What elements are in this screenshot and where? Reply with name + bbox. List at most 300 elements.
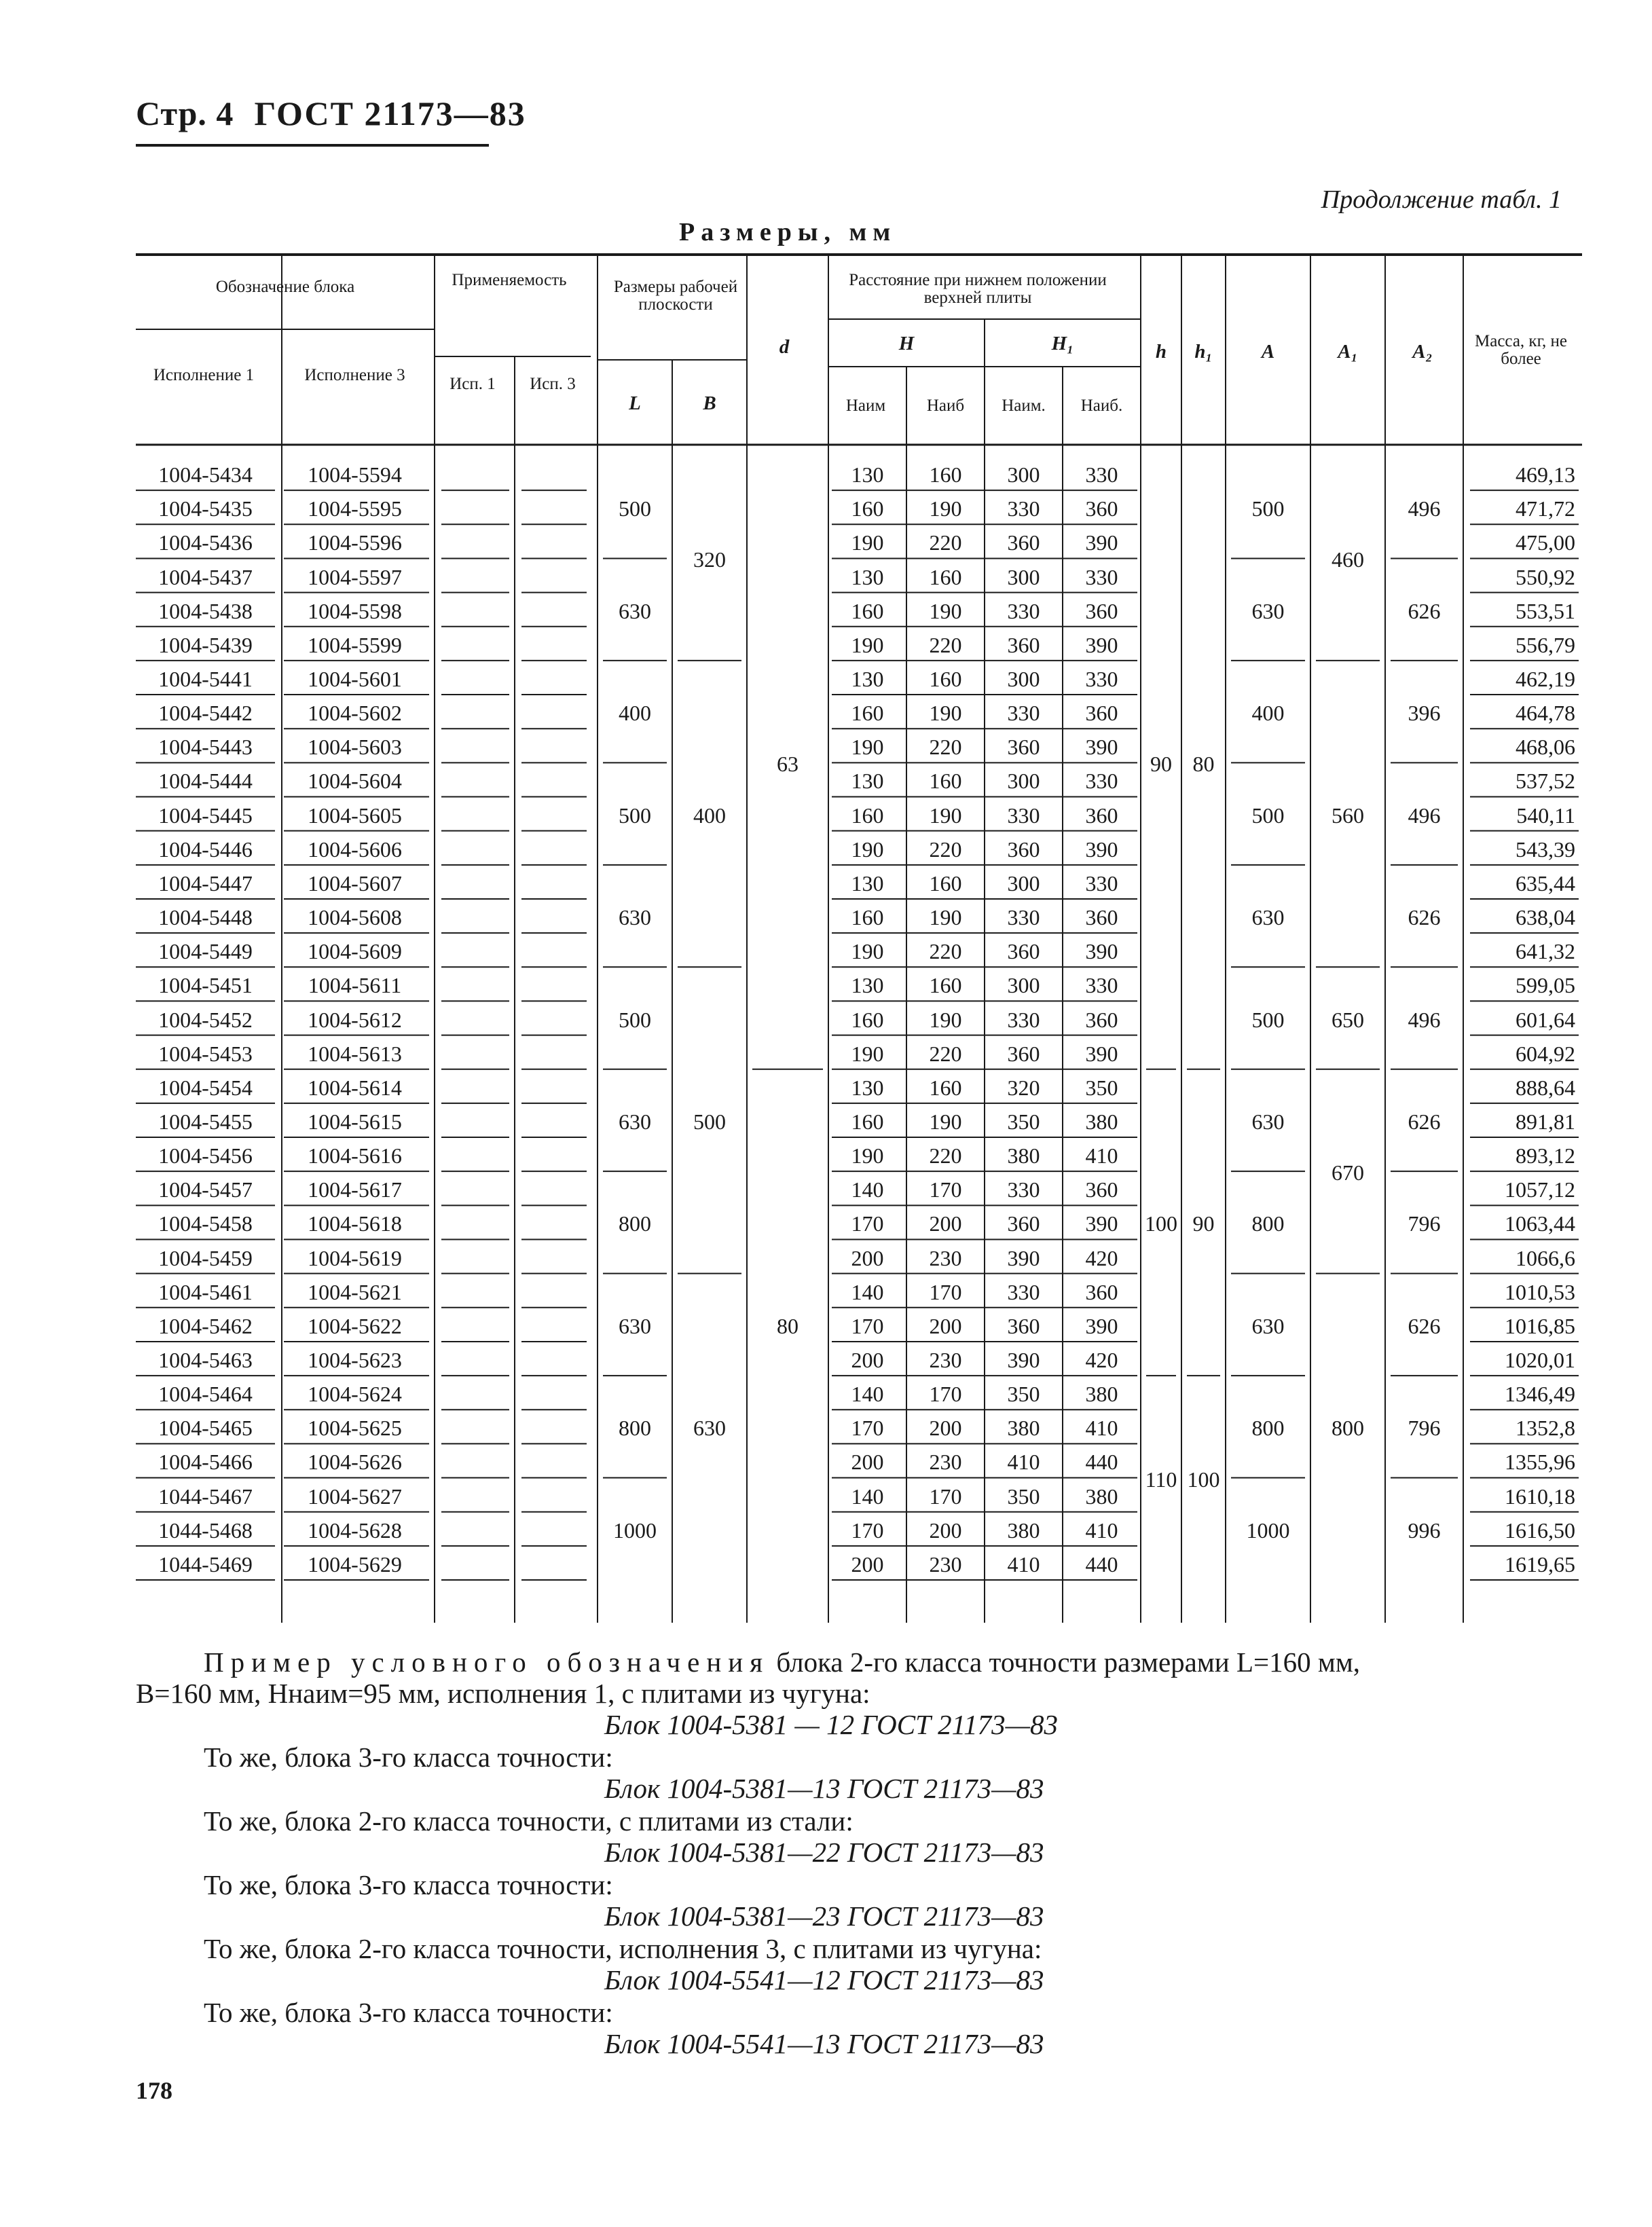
cell-A: 630 [1251,598,1285,623]
cell-version1: 1004-5446 [158,836,253,862]
cell-h1-min: 300 [1007,564,1040,589]
cell-A2: 626 [1408,905,1441,930]
cell-version1: 1004-5464 [158,1382,253,1407]
cell-mass: 1616,50 [1505,1517,1575,1543]
cell-version1: 1004-5454 [158,1075,253,1100]
cell-h-max: 220 [929,939,962,964]
cell-h1-min: 330 [1007,1279,1040,1304]
cell-version1: 1004-5453 [158,1041,253,1066]
header-A: A [1261,341,1275,363]
cell-version3: 1004-5596 [308,530,402,555]
cell-h1-max: 360 [1085,803,1118,828]
cell-version1: 1004-5459 [158,1245,253,1270]
cell-mass: 891,81 [1516,1109,1575,1134]
cell-h-max: 190 [929,905,962,930]
example-intro-line2: B=160 мм, Hнаим=95 мм, исполнения 1, с плитами из чугуна: [136,1678,870,1709]
cell-h-min: 190 [851,1041,884,1066]
cell-h1-max: 420 [1085,1245,1118,1270]
cell-h1-max: 380 [1085,1109,1118,1134]
cell-h1-min: 330 [1007,701,1040,726]
cell-h1-max: 330 [1085,870,1118,896]
cell-mass: 1010,53 [1505,1279,1575,1304]
cell-mass: 464,78 [1516,701,1575,726]
cell-h1-min: 350 [1007,1109,1040,1134]
cell-version1: 1004-5436 [158,530,253,555]
cell-h-max: 160 [929,870,962,896]
cell-h1-min: 410 [1007,1551,1040,1577]
cell-h-min: 170 [851,1416,884,1441]
cell-A: 1000 [1246,1517,1290,1543]
cell-version3: 1004-5613 [308,1041,402,1066]
cell-B: 400 [693,803,726,828]
cell-A: 800 [1251,1211,1285,1236]
cell-version1: 1004-5442 [158,701,253,726]
cell-h1-max: 390 [1085,939,1118,964]
cell-version3: 1004-5614 [308,1075,402,1100]
cell-h-max: 160 [929,973,962,998]
cell-h1-max: 380 [1085,1382,1118,1407]
cell-h1-max: 330 [1085,973,1118,998]
header-d: d [779,336,790,358]
cell-A2: 626 [1408,598,1441,623]
cell-h1-max: 410 [1085,1416,1118,1441]
example-intro-lead: Пример условного обозначения [204,1646,770,1678]
header-h1-max: Наиб. [1080,397,1123,415]
cell-h1-max: 390 [1085,1211,1118,1236]
example-intro-rest: блока 2-го класса точности размерами L=160 мм, [776,1646,1361,1678]
cell-B: 630 [693,1416,726,1441]
example-1: Блок 1004-5381 — 12 ГОСТ 21173—83 [604,1709,1059,1740]
cell-mass: 1057,12 [1505,1177,1575,1202]
cell-A2: 396 [1408,701,1441,726]
cell-h1-max: 360 [1085,1279,1118,1304]
header-applicability: Применяемость [452,271,567,289]
cell-h-max: 200 [929,1517,962,1543]
cell-h1-min: 390 [1007,1245,1040,1270]
cell-h1-min: 360 [1007,1041,1040,1066]
cell-h1-max: 410 [1085,1517,1118,1543]
cell-h1-min: 300 [1007,973,1040,998]
cell-h-max: 160 [929,769,962,794]
cell-h1-min: 330 [1007,598,1040,623]
cell-L: 500 [619,803,651,828]
cell-version3: 1004-5598 [308,598,402,623]
note-line-4: То же, блока 2-го класса точности, с плитами из стали: [204,1805,853,1837]
cell-A1: 670 [1332,1160,1364,1185]
cell-h-max: 170 [929,1279,962,1304]
cell-h-max: 190 [929,1007,962,1032]
cell-mass: 601,64 [1516,1007,1575,1032]
cell-h-max: 220 [929,735,962,760]
cell-h-min: 170 [851,1211,884,1236]
cell-h1-max: 350 [1085,1075,1118,1100]
cell-h-min: 190 [851,836,884,862]
cell-h1-min: 390 [1007,1348,1040,1372]
cell-h1-min: 330 [1007,803,1040,828]
note-line-6: То же, блока 2-го класса точности, исполнения 3, с плитами из чугуна: [204,1933,1042,1964]
cell-A: 500 [1251,1007,1285,1032]
table-continuation-note: Продолжение табл. 1 [1321,185,1562,214]
cell-version3: 1004-5602 [308,701,402,726]
header-H: H [898,333,915,354]
cell-version3: 1004-5597 [308,564,402,589]
cell-version3: 1004-5605 [308,803,402,828]
example-4: Блок 1004-5381—23 ГОСТ 21173—83 [604,1900,1044,1932]
cell-version3: 1004-5608 [308,905,402,930]
example-6: Блок 1004-5541—13 ГОСТ 21173—83 [604,2028,1044,2059]
cell-h-max: 170 [929,1484,962,1509]
cell-L: 400 [619,701,651,726]
cell-version1: 1004-5438 [158,598,253,623]
cell-h-min: 200 [851,1245,884,1270]
cell-h-min: 170 [851,1517,884,1543]
cell-h1: 90 [1192,1211,1215,1236]
cell-h-min: 130 [851,564,884,589]
cell-h-min: 170 [851,1313,884,1338]
example-3: Блок 1004-5381—22 ГОСТ 21173—83 [604,1837,1044,1868]
cell-version3: 1004-5628 [308,1517,402,1543]
cell-h-min: 130 [851,973,884,998]
note-line-7: То же, блока 3-го класса точности: [204,1997,613,2028]
cell-version3: 1004-5601 [308,666,402,691]
cell-h1-max: 390 [1085,632,1118,657]
cell-h: 100 [1145,1211,1177,1236]
cell-version1: 1004-5452 [158,1007,253,1032]
cell-version1: 1004-5445 [158,803,253,828]
cell-version3: 1004-5609 [308,939,402,964]
cell-h1-min: 360 [1007,632,1040,657]
cell-mass: 537,52 [1516,769,1575,794]
cell-version3: 1004-5611 [308,973,402,998]
cell-h1-max: 360 [1085,701,1118,726]
cell-version3: 1004-5599 [308,632,402,657]
cell-version1: 1004-5435 [158,496,253,521]
cell-version1: 1044-5467 [158,1484,253,1509]
cell-h-max: 190 [929,1109,962,1134]
cell-mass: 635,44 [1516,870,1575,896]
cell-A: 630 [1251,1313,1285,1338]
cell-h: 110 [1145,1467,1177,1492]
cell-h1-min: 410 [1007,1450,1040,1475]
header-A2: A₂ [1412,341,1433,363]
cell-h1-min: 300 [1007,769,1040,794]
cell-L: 630 [619,905,651,930]
header-h1: h₁ [1194,341,1213,363]
cell-h1-max: 390 [1085,836,1118,862]
cell-version1: 1044-5468 [158,1517,253,1543]
cell-version3: 1004-5624 [308,1382,402,1407]
cell-mass: 638,04 [1516,905,1575,930]
cell-h-max: 160 [929,1075,962,1100]
cell-version1: 1004-5451 [158,973,253,998]
cell-A2: 796 [1408,1416,1441,1441]
cell-mass: 1020,01 [1505,1348,1575,1372]
example-2: Блок 1004-5381—13 ГОСТ 21173—83 [604,1773,1044,1804]
cell-h1-max: 360 [1085,598,1118,623]
cell-version1: 1004-5466 [158,1450,253,1475]
cell-h-max: 170 [929,1382,962,1407]
cell-h-min: 160 [851,1109,884,1134]
header-version1: Исполнение 1 [153,366,255,384]
cell-L: 500 [619,1007,651,1032]
cell-version3: 1004-5617 [308,1177,402,1202]
cell-version1: 1004-5465 [158,1416,253,1441]
cell-h1-min: 360 [1007,735,1040,760]
cell-version1: 1044-5469 [158,1551,253,1577]
cell-version3: 1004-5607 [308,870,402,896]
header-work-surface: Размеры рабочей плоскости [613,278,738,314]
cell-h-min: 130 [851,870,884,896]
header-version3: Исполнение 3 [304,366,405,384]
cell-h1-max: 360 [1085,496,1118,521]
cell-h-max: 220 [929,1143,962,1168]
cell-version3: 1004-5606 [308,836,402,862]
cell-L: 630 [619,598,651,623]
cell-h-min: 130 [851,462,884,487]
cell-h1-max: 440 [1085,1551,1118,1577]
cell-mass: 1352,8 [1516,1416,1575,1441]
cell-h1-min: 330 [1007,1007,1040,1032]
cell-version3: 1004-5618 [308,1211,402,1236]
cell-mass: 888,64 [1516,1075,1575,1100]
cell-A: 800 [1251,1416,1285,1441]
cell-mass: 471,72 [1516,496,1575,521]
cell-h-min: 130 [851,666,884,691]
cell-h1: 80 [1192,752,1215,777]
cell-L: 630 [619,1313,651,1338]
units-caption: Размеры, мм [679,218,897,246]
cell-h-max: 200 [929,1416,962,1441]
cell-h-min: 130 [851,769,884,794]
cell-version3: 1004-5623 [308,1348,402,1372]
cell-h1-min: 380 [1007,1143,1040,1168]
cell-mass: 475,00 [1516,530,1575,555]
cell-h-max: 160 [929,666,962,691]
cell-h-max: 230 [929,1348,962,1372]
cell-mass: 553,51 [1516,598,1575,623]
header-h-max: Наиб [926,397,965,415]
cell-version1: 1004-5448 [158,905,253,930]
cell-version1: 1004-5463 [158,1348,253,1372]
cell-version1: 1004-5447 [158,870,253,896]
cell-h1-max: 330 [1085,564,1118,589]
cell-h1-max: 360 [1085,1007,1118,1032]
cell-mass: 1063,44 [1505,1211,1575,1236]
cell-mass: 641,32 [1516,939,1575,964]
cell-h-min: 190 [851,939,884,964]
cell-h1-min: 320 [1007,1075,1040,1100]
cell-h1-max: 360 [1085,1177,1118,1202]
cell-version3: 1004-5612 [308,1007,402,1032]
cell-version1: 1004-5457 [158,1177,253,1202]
cell-h-min: 160 [851,496,884,521]
cell-version1: 1004-5443 [158,735,253,760]
cell-h-max: 160 [929,462,962,487]
cell-h-max: 190 [929,701,962,726]
cell-version1: 1004-5456 [158,1143,253,1168]
header-isp3: Исп. 3 [530,375,576,393]
cell-L: 500 [619,496,651,521]
example-5: Блок 1004-5541—12 ГОСТ 21173—83 [604,1964,1044,1995]
cell-mass: 462,19 [1516,666,1575,691]
cell-h1-min: 360 [1007,530,1040,555]
cell-A: 630 [1251,905,1285,930]
cell-B: 500 [693,1109,726,1134]
cell-L: 800 [619,1211,651,1236]
header-distance: Расстояние при нижнем положении верхней плиты [849,271,1107,308]
cell-h-max: 200 [929,1211,962,1236]
cell-version1: 1004-5444 [158,769,253,794]
cell-mass: 1066,6 [1516,1245,1575,1270]
cell-h1-max: 380 [1085,1484,1118,1509]
cell-version1: 1004-5439 [158,632,253,657]
cell-mass: 599,05 [1516,973,1575,998]
cell-h1-max: 420 [1085,1348,1118,1372]
cell-version3: 1004-5622 [308,1313,402,1338]
cell-h1-max: 360 [1085,905,1118,930]
header-h-min: Наим [845,397,886,415]
cell-h1-max: 390 [1085,530,1118,555]
cell-A2: 996 [1408,1517,1441,1543]
header-B: B [703,392,716,414]
page-label: Стр. 4 [136,94,234,132]
cell-h1-max: 390 [1085,1041,1118,1066]
page-number: 178 [136,2077,172,2104]
cell-mass: 1355,96 [1505,1450,1575,1475]
cell-A: 400 [1251,701,1285,726]
cell-version3: 1004-5604 [308,769,402,794]
cell-A2: 626 [1408,1109,1441,1134]
cell-version3: 1004-5625 [308,1416,402,1441]
cell-version1: 1004-5449 [158,939,253,964]
cell-version3: 1004-5595 [308,496,402,521]
cell-mass: 469,13 [1516,462,1575,487]
cell-mass: 893,12 [1516,1143,1575,1168]
cell-h-min: 190 [851,1143,884,1168]
cell-mass: 468,06 [1516,735,1575,760]
cell-h-max: 190 [929,803,962,828]
header-h1-min: Наим. [1002,397,1046,415]
cell-version3: 1004-5619 [308,1245,402,1270]
cell-h: 90 [1150,752,1172,777]
cell-h-min: 160 [851,1007,884,1032]
cell-h1-min: 350 [1007,1382,1040,1407]
header-H1: H₁ [1051,333,1074,354]
cell-h-min: 130 [851,1075,884,1100]
cell-version1: 1004-5434 [158,462,253,487]
cell-h1-min: 360 [1007,1211,1040,1236]
cell-A1: 650 [1332,1007,1364,1032]
cell-A: 500 [1251,496,1285,521]
cell-mass: 604,92 [1516,1041,1575,1066]
cell-h1-min: 360 [1007,836,1040,862]
cell-d: 63 [777,752,799,777]
cell-h1-min: 330 [1007,1177,1040,1202]
note-line-3: То же, блока 3-го класса точности: [204,1742,613,1773]
cell-A2: 796 [1408,1211,1441,1236]
cell-h1-max: 330 [1085,462,1118,487]
cell-h1-min: 380 [1007,1416,1040,1441]
cell-h1-min: 330 [1007,496,1040,521]
cell-h1-max: 440 [1085,1450,1118,1475]
cell-h1-min: 350 [1007,1484,1040,1509]
cell-A2: 626 [1408,1313,1441,1338]
cell-version3: 1004-5621 [308,1279,402,1304]
cell-A1: 560 [1332,803,1364,828]
cell-version3: 1004-5627 [308,1484,402,1509]
cell-h-max: 200 [929,1313,962,1338]
header-isp1: Исп. 1 [449,375,496,393]
cell-h-min: 200 [851,1551,884,1577]
cell-h1-min: 330 [1007,905,1040,930]
cell-h1-min: 300 [1007,870,1040,896]
cell-h-max: 230 [929,1450,962,1475]
cell-h-min: 160 [851,905,884,930]
cell-version1: 1004-5461 [158,1279,253,1304]
cell-h-max: 220 [929,530,962,555]
cell-h1-max: 390 [1085,735,1118,760]
cell-h-min: 140 [851,1177,884,1202]
cell-h1-min: 360 [1007,939,1040,964]
cell-mass: 543,39 [1516,836,1575,862]
cell-h-max: 160 [929,564,962,589]
cell-version1: 1004-5462 [158,1313,253,1338]
cell-h1-min: 300 [1007,462,1040,487]
cell-h-max: 230 [929,1245,962,1270]
cell-h1-max: 330 [1085,769,1118,794]
cell-version3: 1004-5626 [308,1450,402,1475]
cell-h1-max: 410 [1085,1143,1118,1168]
cell-version3: 1004-5603 [308,735,402,760]
cell-h-max: 220 [929,836,962,862]
cell-mass: 550,92 [1516,564,1575,589]
cell-A2: 496 [1408,803,1441,828]
standard-label: ГОСТ 21173—83 [254,94,526,132]
cell-mass: 1016,85 [1505,1313,1575,1338]
cell-h-min: 140 [851,1382,884,1407]
cell-h1-min: 360 [1007,1313,1040,1338]
cell-h-min: 160 [851,803,884,828]
cell-mass: 1610,18 [1505,1484,1575,1509]
cell-A1: 460 [1332,547,1364,572]
cell-h-min: 160 [851,701,884,726]
cell-version1: 1004-5458 [158,1211,253,1236]
cell-h-min: 200 [851,1348,884,1372]
cell-version3: 1004-5616 [308,1143,402,1168]
cell-h1-min: 300 [1007,666,1040,691]
cell-A: 630 [1251,1109,1285,1134]
header-mass: Масса, кг, не более [1475,332,1567,369]
cell-h1-max: 390 [1085,1313,1118,1338]
cell-version1: 1004-5455 [158,1109,253,1134]
cell-h-max: 220 [929,1041,962,1066]
cell-A2: 496 [1408,496,1441,521]
cell-A2: 496 [1408,1007,1441,1032]
cell-h-min: 140 [851,1279,884,1304]
cell-mass: 1619,65 [1505,1551,1575,1577]
header-L: L [629,392,641,414]
cell-h-max: 220 [929,632,962,657]
cell-mass: 540,11 [1516,803,1575,828]
cell-h-max: 190 [929,496,962,521]
cell-version3: 1004-5629 [308,1551,402,1577]
cell-h-min: 200 [851,1450,884,1475]
cell-A: 500 [1251,803,1285,828]
cell-h1-max: 330 [1085,666,1118,691]
header-designation: Обозначение блока [215,278,355,296]
cell-B: 320 [693,547,726,572]
cell-version3: 1004-5594 [308,462,402,487]
